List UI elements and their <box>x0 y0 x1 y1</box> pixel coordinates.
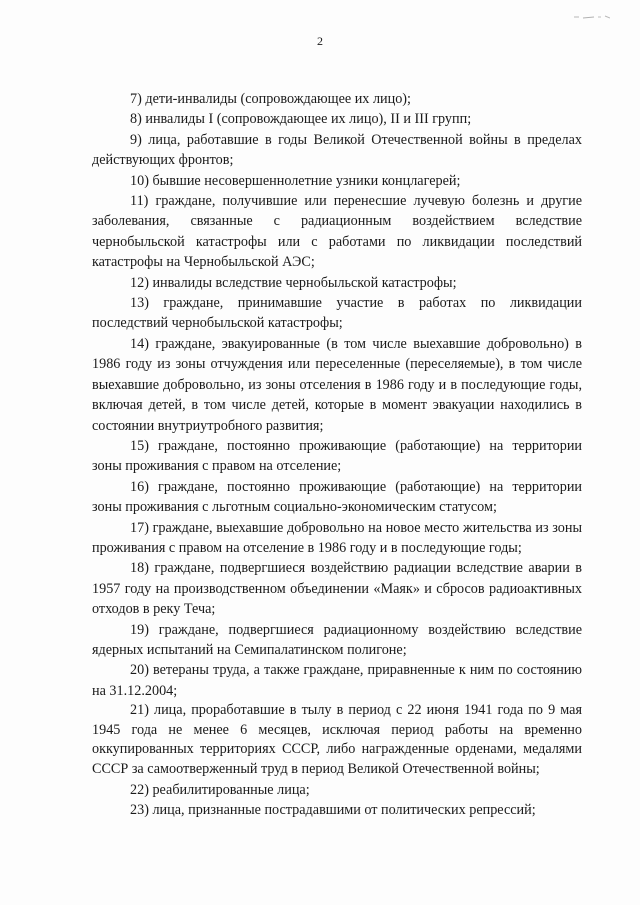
scan-mark-decoration <box>574 14 610 20</box>
page-number: 2 <box>317 34 323 48</box>
list-item: 23) лица, признанные пострадавшими от политических репрессий; <box>130 801 536 818</box>
list-item: 7) дети-инвалиды (сопровождающее их лицо); <box>130 91 411 107</box>
list-item: 19) граждане, подвергшиеся радиационному воздействию вследствие ядерных испытаний на Семипалатинском полигоне; <box>92 621 582 658</box>
list-item: 15) граждане, постоянно проживающие (работающие) на территории зоны проживания с правом на отселение; <box>92 437 582 475</box>
list-item: 18) граждане, подвергшиеся воздействию радиации вследствие аварии в 1957 году на производственном объединении «Маяк» и сбросов радиоактивных отходов в реку Теча; <box>92 560 582 618</box>
list-item: 12) инвалиды вследствие чернобыльской катастрофы; <box>130 274 457 291</box>
list-item: 10) бывшие несовершеннолетние узники концлагерей; <box>130 172 461 189</box>
list-item: 21) лица, проработавшие в тылу в период с 22 июня 1941 года по 9 мая 1945 года не менее 6 месяцев, исключая период работы на временно оккупированных территориях СССР, либо награжденные орденами, медалями СССР за самоотверженный труд в период Великой Отечественной войны; <box>92 702 582 777</box>
list-item: 17) граждане, выехавшие добровольно на новое место жительства из зоны проживания с правом на отселение в 1986 году и в последующие годы; <box>92 519 582 556</box>
list-item: 14) граждане, эвакуированные (в том числе выехавшие добровольно) в 1986 году из зоны отчуждения или переселенные (переселяемые), в том числе выехавшие добровольно, из зоны отселения в 1986 году и в последующие годы, включая детей, в том числе детей, которые в момент эвакуации находились в состоянии внутриутробного развития; <box>92 335 582 434</box>
list-item: 22) реабилитированные лица; <box>130 781 310 798</box>
list-item: 13) граждане, принимавшие участие в работах по ликвидации последствий чернобыльской катастрофы; <box>92 295 582 332</box>
document-body <box>92 89 582 820</box>
list-item: 8) инвалиды I (сопровождающее их лицо), II и III групп; <box>130 111 472 128</box>
list-item: 9) лица, работавшие в годы Великой Отечественной войны в пределах действующих фронтов; <box>92 131 582 169</box>
list-item: 16) граждане, постоянно проживающие (работающие) на территории зоны проживания с льготным социально-экономическим статусом; <box>92 478 582 516</box>
list-item: 11) граждане, получившие или перенесшие лучевую болезнь и другие заболевания, связанные с радиационным воздействием вследствие чернобыльской катастрофы или с работами по ликвидации последствий катастрофы на Чернобыльской АЭС; <box>92 193 582 271</box>
list-item: 20) ветераны труда, а также граждане, приравненные к ним по состоянию на 31.12.2004; <box>92 662 582 699</box>
